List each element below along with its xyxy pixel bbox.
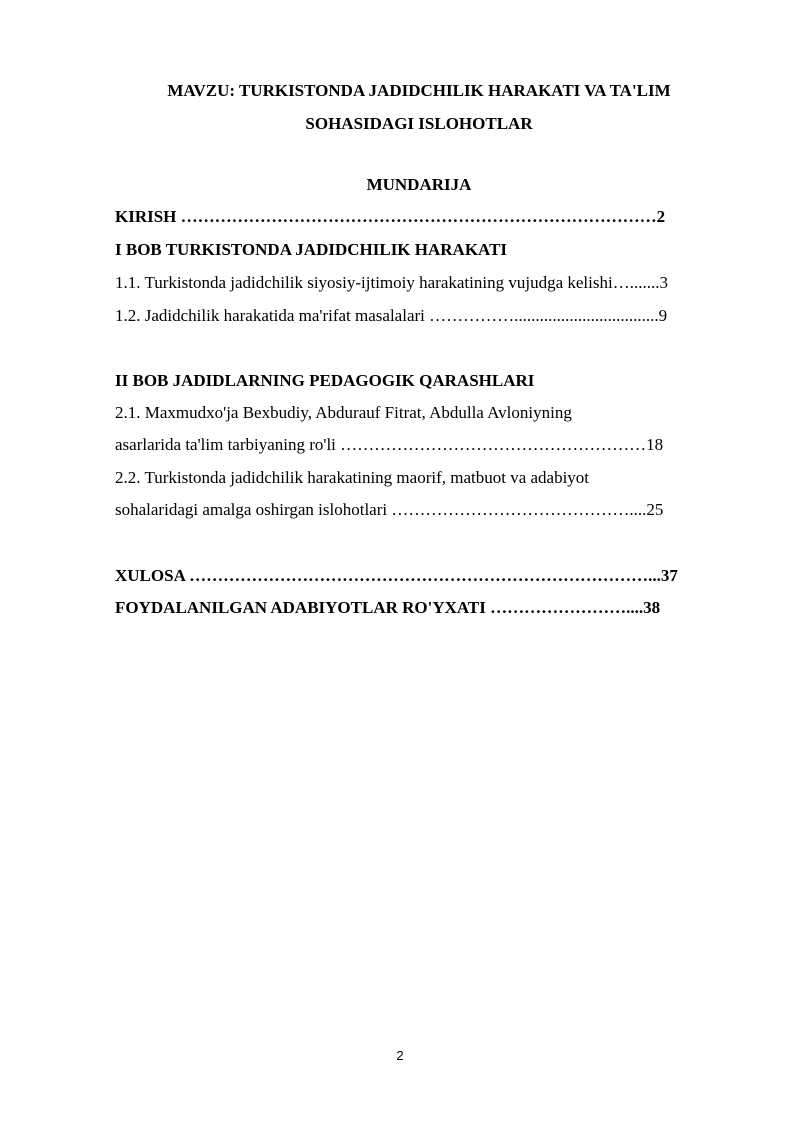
toc-entry-2-1-line-2: asarlarida ta'lim tarbiyaning ro'li ………………………………………………18 <box>115 435 664 454</box>
toc-chapter-2-title: II BOB JADIDLARNING PEDAGOGIK QARASHLARI <box>115 371 535 390</box>
toc-entry-2-1-line-1: 2.1. Maxmudxo'ja Bexbudiy, Abdurauf Fitrat, Abdulla Avloniyning <box>115 403 572 422</box>
toc-chapter-1-title: I BOB TURKISTONDA JADIDCHILIK HARAKATI <box>115 240 508 259</box>
title-line-1: MAVZU: TURKISTONDA JADIDCHILIK HARAKATI VA TA'LIM <box>167 81 671 100</box>
toc-entry-1-2: 1.2. Jadidchilik harakatida ma'rifat masalalari ……………..................................9 <box>115 306 668 325</box>
toc-entry-1-1: 1.1. Turkistonda jadidchilik siyosiy-ijtimoiy harakatining vujudga kelishi….......3 <box>115 273 668 292</box>
toc-entry-2-2-line-1: 2.2. Turkistonda jadidchilik harakatining maorif, matbuot va adabiyot <box>115 468 590 487</box>
toc-entry-kirish: KIRISH …………………………………………………………………………2 <box>115 207 666 226</box>
document-title <box>100 74 738 140</box>
toc-entry-adabiyotlar: FOYDALANILGAN ADABIYOTLAR RO'YXATI ……………………....38 <box>115 598 661 617</box>
toc-heading: MUNDARIJA <box>366 175 472 194</box>
title-line-2: SOHASIDAGI ISLOHOTLAR <box>305 114 533 133</box>
page-number: 2 <box>396 1048 404 1063</box>
toc-entry-2-2-line-2: sohalaridagi amalga oshirgan islohotlari ……………………………………....25 <box>115 500 664 519</box>
toc-entry-xulosa: XULOSA ………………………………………………………………………...37 <box>115 566 678 585</box>
